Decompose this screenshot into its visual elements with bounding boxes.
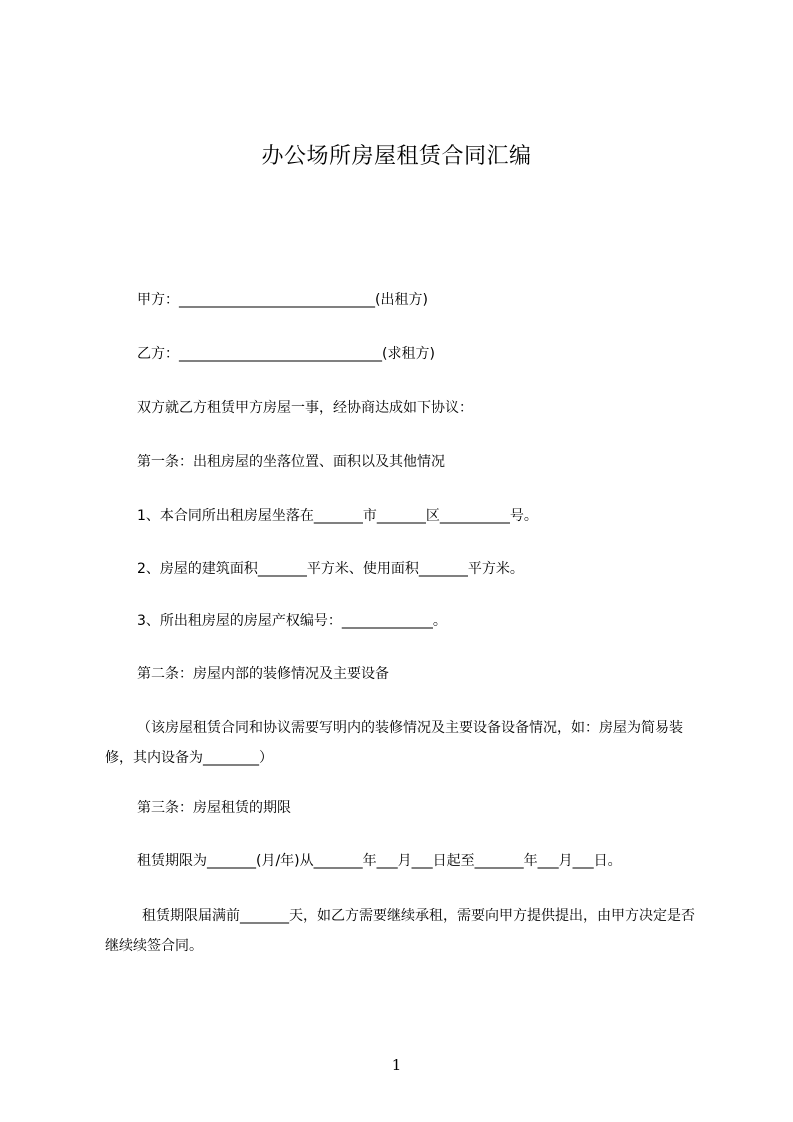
article-3-renewal: 租赁期限届满前_______天，如乙方需要继续承租，需要向甲方提供提出，由甲方决定是否继续续签合同。 (105, 908, 695, 954)
article-1-item-3: 3、所出租房屋的房屋产权编号：_____________。 (137, 613, 447, 629)
page-number: 1 (391, 1056, 402, 1074)
party-a-line: 甲方：____________________________(出租方) (137, 292, 428, 308)
article-2-heading: 第二条：房屋内部的装修情况及主要设备 (137, 666, 389, 682)
article-2-note: （该房屋租赁合同和协议需要写明内的装修情况及主要设备设备情况，如：房屋为简易装修，其内设备为________） (105, 720, 683, 766)
preamble: 双方就乙方租赁甲方房屋一事，经协商达成如下协议： (137, 400, 473, 416)
article-3-term: 租赁期限为_______(月/年)从_______年___月___日起至_______年___月___日。 (137, 853, 622, 869)
article-1-item-2: 2、房屋的建筑面积_______平方米、使用面积_______平方米。 (137, 561, 524, 577)
article-3-heading: 第三条：房屋租赁的期限 (137, 800, 291, 816)
party-b-line: 乙方：_____________________________(求租方) (137, 346, 435, 362)
article-1-heading: 第一条：出租房屋的坐落位置、面积以及其他情况 (137, 454, 445, 470)
article-1-item-1: 1、本合同所出租房屋坐落在_______市_______区__________号。 (137, 508, 538, 524)
document-title: 办公场所房屋租赁合同汇编 (261, 144, 532, 169)
